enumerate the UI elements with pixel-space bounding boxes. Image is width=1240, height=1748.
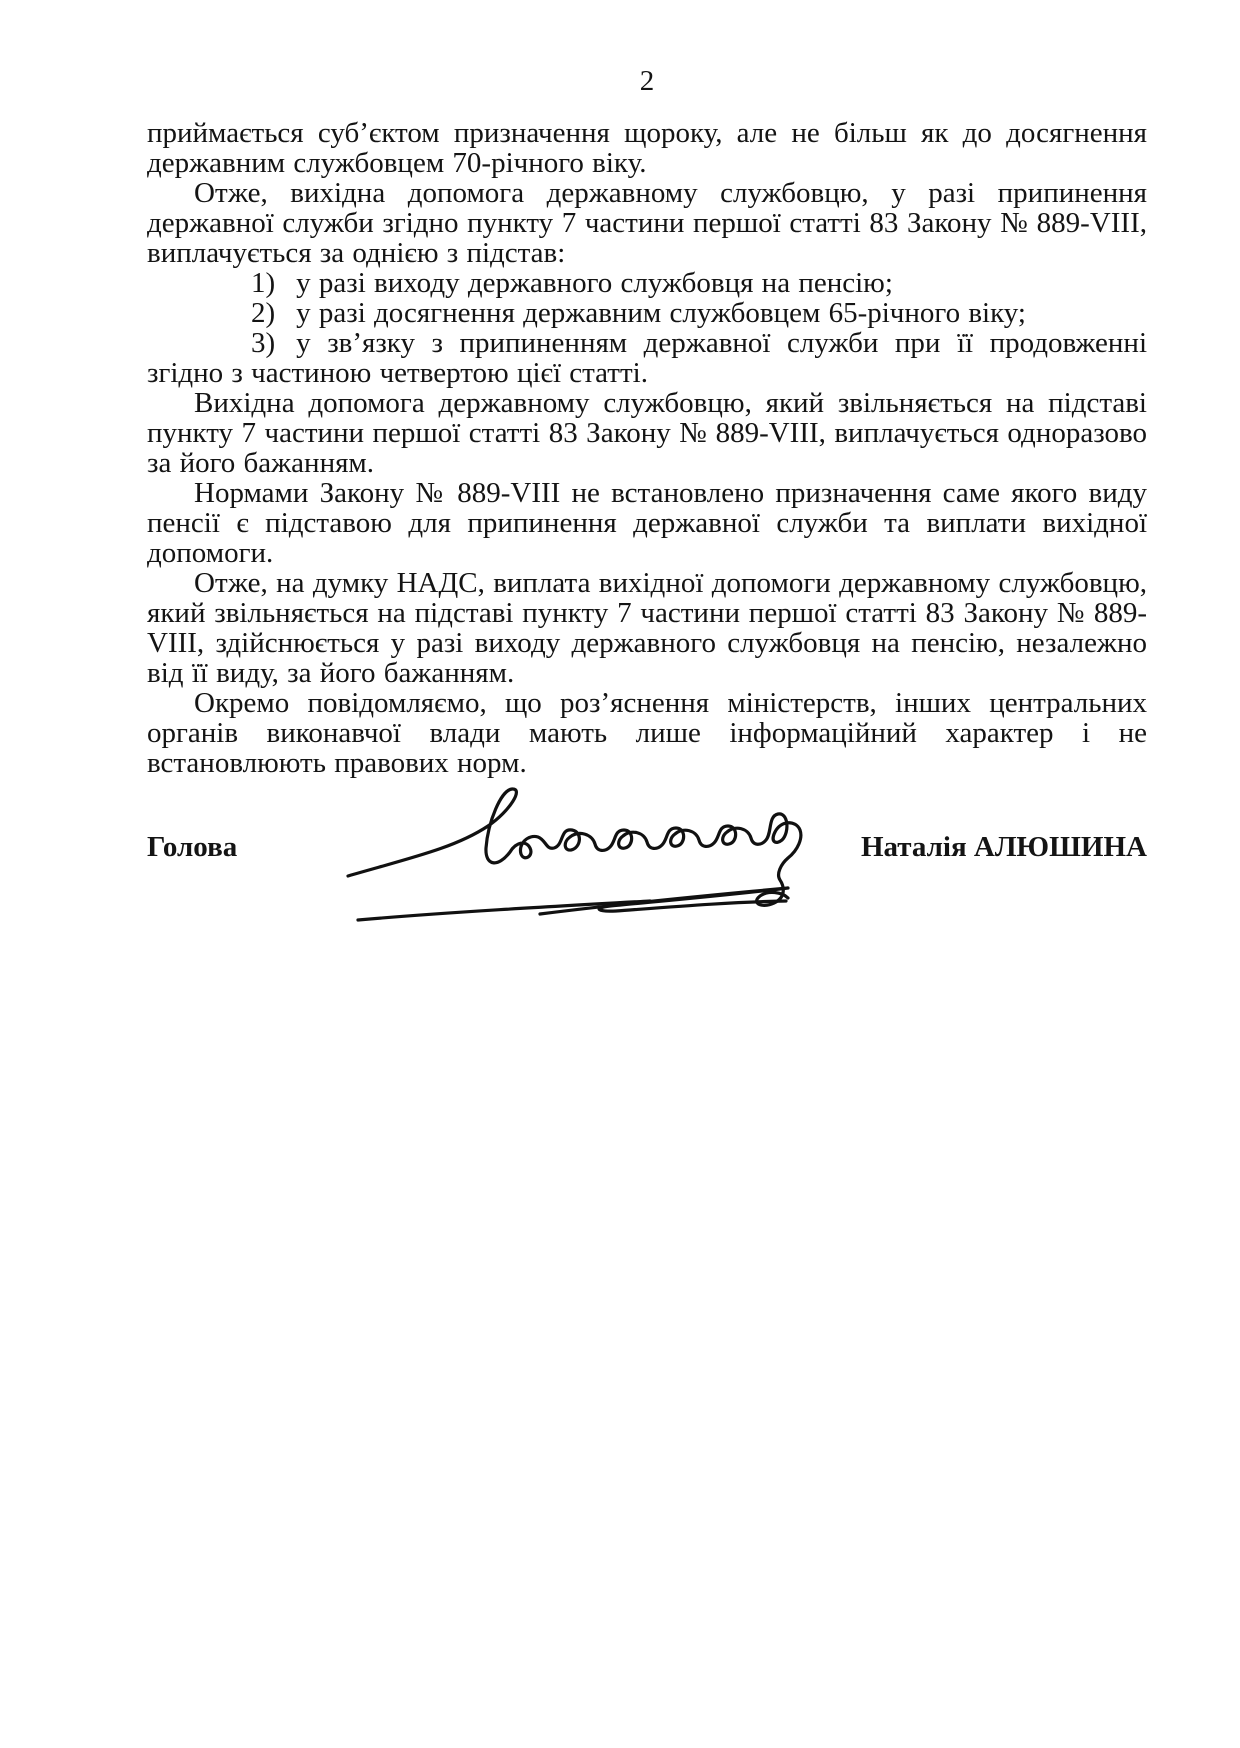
- paragraph-na-dumku-nads: Отже, на думку НАДС, виплата вихідної допомоги державному службовцю, який звільняється на підставі пункту 7 частини першої статті 83 Закону № 889-VIII, здійснюється у разі виходу державного службовця на пенсію, незалежно від її виду, за його бажанням.: [147, 567, 1147, 689]
- list-item-3-number: 3): [251, 327, 276, 359]
- list-item-1-number: 1): [251, 267, 276, 299]
- list-item-2-text: у разі досягнення державним службовцем 65-річного віку;: [296, 297, 1026, 329]
- signature-row: [147, 832, 1147, 862]
- paragraph-okremo-povidomliaemo: Окремо повідомляємо, що роз’яснення міністерств, інших центральних органів виконавчої влади мають лише інформаційний характер і не встановлюють правових норм.: [147, 687, 1147, 779]
- list-item-1-text: у разі виходу державного службовця на пенсію;: [296, 267, 893, 299]
- list-item-2-number: 2): [251, 297, 276, 329]
- list-item-1: [147, 268, 1147, 298]
- list-item-3: [147, 328, 1147, 388]
- signer-role-label: Голова: [147, 831, 238, 863]
- page-number: 2: [639, 65, 655, 97]
- signer-name: Наталія АЛЮШИНА: [860, 831, 1147, 863]
- list-item-3-text: у зв’язку з припиненням державної служби при її продовженні згідно з частиною четвертою цієї статті.: [147, 327, 1147, 389]
- list-item-2: [147, 298, 1147, 328]
- paragraph-otzhe-vykhidna: Отже, вихідна допомога державному службовцю, у разі припинення державної служби згідно пункту 7 частини першої статті 83 Закону № 889-VIII, виплачується за однією з підстав:: [147, 177, 1147, 269]
- page-content: [0, 0, 1240, 778]
- paragraph-intro-continuation: приймається суб’єктом призначення щороку, але не більш як до досягнення державним службовцем 70-річного віку.: [147, 117, 1147, 179]
- paragraph-normamy-zakonu: Нормами Закону № 889-VIII не встановлено призначення саме якого виду пенсії є підставою для припинення державної служби та виплати вихідної допомоги.: [147, 477, 1147, 569]
- paragraph-vykhidna-dopomoga: Вихідна допомога державному службовцю, який звільняється на підставі пункту 7 частини першої статті 83 Закону № 889-VIII, виплачується одноразово за його бажанням.: [147, 387, 1147, 479]
